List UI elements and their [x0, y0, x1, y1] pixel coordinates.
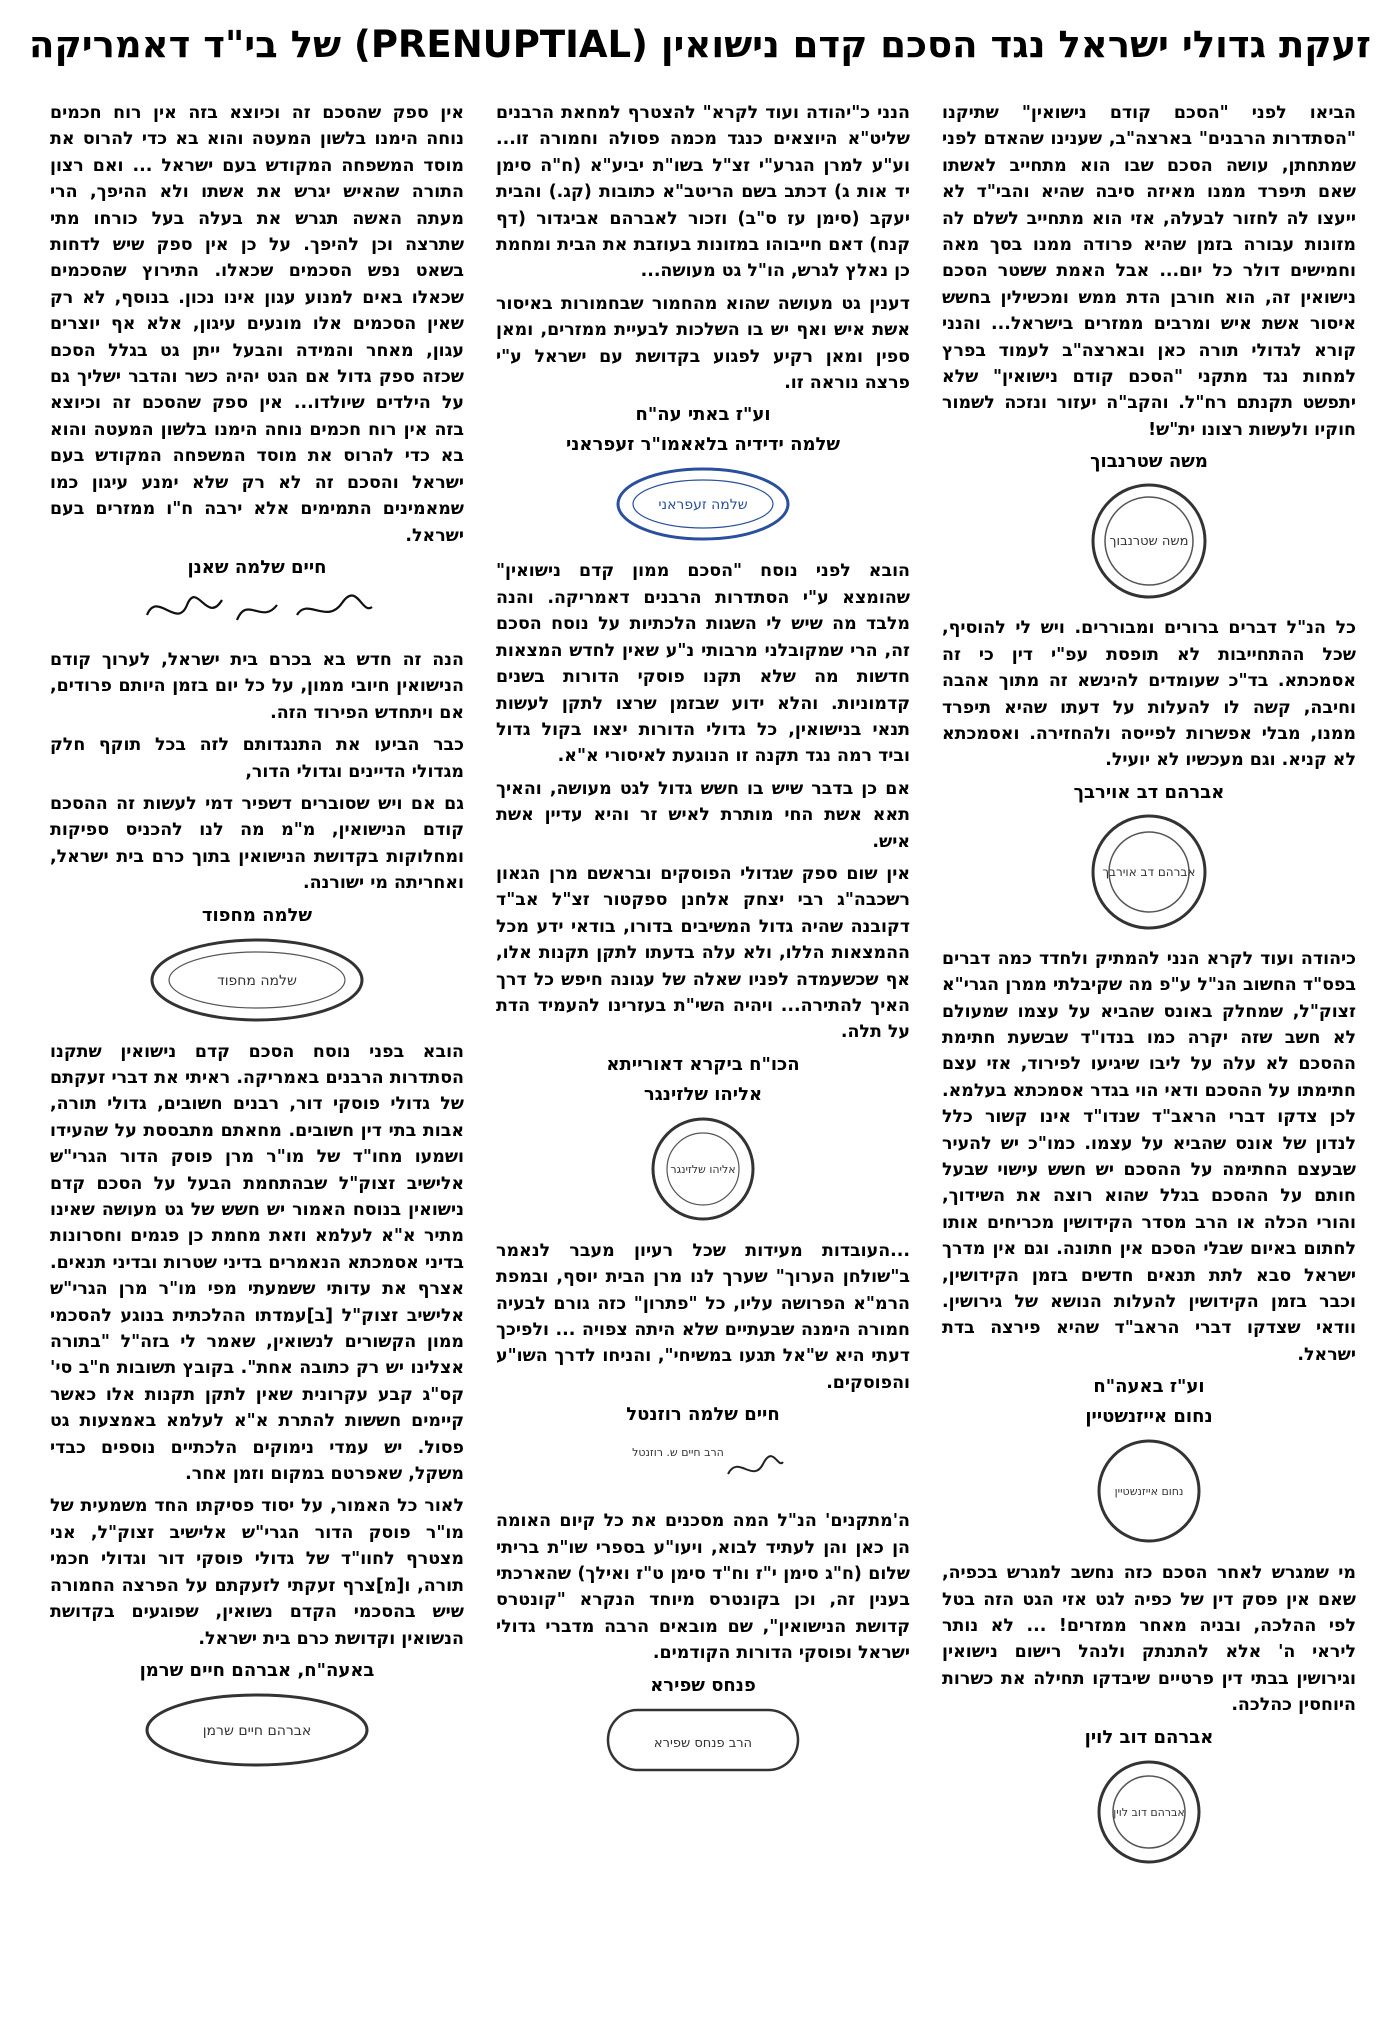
signature-name: אליהו שלזינגר: [643, 1083, 763, 1105]
rabbi-stamp-icon: [147, 935, 367, 1025]
page-title: זעקת גדולי ישראל נגד הסכם קדם נישואין (PRENUPTIAL) של בי"ד דאמריקה: [29, 23, 1371, 66]
svg-text:אברהם חיים שרמן: אברהם חיים שרמן: [202, 1722, 312, 1739]
svg-text:אברהם דוב לוין: אברהם דוב לוין: [1113, 1805, 1185, 1819]
svg-text:אליהו שלזינגר: אליהו שלזינגר: [670, 1162, 736, 1176]
column-left: [50, 100, 464, 2020]
signature-name: פנחס שפירא: [650, 1674, 756, 1696]
signature-line: וע"ז באתי עה"ח: [635, 404, 771, 426]
signature-name: שלמה מחפוד: [201, 904, 313, 926]
letter-eisenstein: כיהודה ועוד לקרא הנני להמתיק ולחדד כמה דברים בפס"ד החשוב הנ"ל ע"פ מה שקיבלתי ממרן הגרי"א זצוק"ל, שמחלק באונס שהביא על עצמו שמעולם לא חשב שזה יקרה כמו בנדו"ד שבשעת חתימת ההסכם לא עלה על ליבו שיגיעו לפירוד, אזי עצם חתימתו על ההסכם ודאי הוי בגדר אסמכתא בעלמא. לכן צדקו דברי הראב"ד שנדו"ד אינו קשור כלל לנדון של אונס שהביא על עצמו. כמו"כ יש להעיר שבעצם החתימה על ההסכם יש חשש עישוי שבעל חותם על ההסכם בגלל שהוא רוצה את השידוך, והורי הכלה או הרב מסדר הקידושין מכריחים אותו לחתום באיום שבלי הסכם אין חתונה. וגם אין מדרך ישראל סבא לתת תנאים חדשים בזמן הקידושין, וכבר בזמן הקידושין להעלות הנושא של גירושין. וודאי שצדקו דברי הראב"ד שהיא פירצה בדת ישראל.: [942, 948, 1356, 1365]
svg-text:משה שטרנבוך: משה שטרנבוך: [1109, 534, 1189, 550]
svg-text:אברהם דב אוירבך: אברהם דב אוירבך: [1102, 864, 1196, 879]
letter-schlesinger: הובא לפני נוסח "הסכם ממון קדם נישואין" שהומצא ע"י הסתדרות הרבנים דאמריקה. והנה מלבד מה שיש לי השגות הלכתיות על נוסח הסכם זה, הרי שמקובלני מרבותי נ"ע שאין לחדש המצאות חדשות מה שלא תקנו פוסקי הדורות בשנים קדמוניות. והלא ידוע שבזמן שרצו לתקן לעשות תנאי בנישואין, כל גדולי הדורות יצאו בקול גדול וביד רמה נגד תקנה זו הנוגעת לאיסורי א"א.: [496, 561, 910, 767]
letter-levin: מי שמגרש לאחר הסכם כזה נחשב למגרש בכפיה, שאם אין פסק דין של כפיה לגט אזי הגט הזה בטל לפי ההלכה, ובניה מאחר ממזרים! ... לא נותר ליראי ה' אלא להתנתק ולנהל רישום נישואין וגירושין בבתי דין פרטיים שיבדקו תחילה את כשרות היוחסין כהלכה.: [942, 1563, 1356, 1716]
letter-shapira: ה'מתקנים' הנ"ל המה מסכנים את כל קיום האומה הן כאן והן לעתיד לבוא, ויעו"ע בספרי שו"ת בריתי שלום (ח"ג סימן י"ז וח"ד סימן ט"ז ואילך) שהארכתי בענין זה, וכן בקונטרס מיוחד הנקרא "קונטרס קדושת הנישואין", שם מובאים הרבה מדברי גדולי ישראל ופוסקי הדורות הקודמים.: [496, 1511, 910, 1664]
signature-name: באעה"ח, אברהם חיים שרמן: [139, 1659, 375, 1681]
rabbi-stamp-icon: [648, 1114, 758, 1224]
letter-zafrani-cont: דענין גט מעושה שהוא מהחמור שבחמורות באיסור אשת איש ואף יש בו השלכות לבעיית ממזרים, ומאן ספין ומאן רקיע לפגוע בקדושת עם ישראל ע"י פרצה נוראה זו.: [496, 293, 910, 394]
rabbi-stamp-icon: [1094, 1757, 1204, 1867]
letter-rosenthal: ...העובדות מעידות שכל רעיון מעבר לנאמר ב"שולחן הערוך" שערך לנו מרן הבית יוסף, ובמפת הרמ"א הפרושה עליו, כל "פתרון" כזה גורם לבעיה חמורה הימנה שבעתיים שלא היתה צפויה ... ולפיכך דעתי היא ש"אל תגעו במשיחי", והניחו לדרך השו"ע והפוסקים.: [496, 1240, 910, 1393]
svg-text:הרב חיים ש. רוזנטל: הרב חיים ש. רוזנטל: [632, 1446, 724, 1460]
letter-sherman: הובא בפני נוסח הסכם קדם נישואין שתקנו הסתדרות הרבנים באמריקה. ראיתי את דברי זעקתם של גדולי פוסקי דור, רבנים חשובים, גדולי תורה, אבות בתי דין חשובים. מחאתם מתבססת על שהעידו ושמעו מחו"ד של מו"ר מרן פוסק הדור הגרי"ש אלישיב זצוק"ל שבהתחמת הבעל על הסכם קדם נישואין בנוסח האמור יש חשש של גט מעושה שאינו מתיר א"א לעלמא וזאת מחמת כן פגמים וחסרונות בדיני אסמכתא הנאמרים בדיני שטרות ובדיני תנאים. אצרף את עדותי ששמעתי מפי מו"ר מרן הגרי"ש אלישיב זצוק"ל [ב]עמדתו ההלכתית בנוגע להסכמי ממון הקשורים לנשואין, שאמר לי בזה"ל "בתורה אצלינו יש רק כתובה אחת". בקובץ תשובות ח"ב סי' קס"ג קבע עקרונית שאין לתקן תקנות אלו כאשר קיימים חששות להתרת א"א לעלמא באמצעות גט פסול. יש עמדי נימוקים הלכתיים נוספים כבדי משקל, שאפרטם במקום וזמן אחר.: [50, 1041, 464, 1485]
rabbi-stamp-icon: [613, 464, 793, 544]
letter-schlesinger-cont: אם כן בדבר שיש בו חשש גדול לגט מעושה, והאיך תאא אשת החי מותרת לאיש זר והיא עדיין אשת איש.: [496, 778, 910, 852]
letter-machpud-cont2: גם אם ויש שסוברים דשפיר דמי לעשות זה ההסכם קודם הנישואין, מ"מ מה לנו להכניס ספיקות ומחלוקות בקדושת הנישואין בתוך כרם בית ישראל, ואחריתה מי ישורנה.: [50, 793, 464, 894]
signature-name: אברהם דב אוירבך: [1073, 781, 1225, 803]
rabbi-stamp-icon: [618, 1434, 788, 1494]
signature-name: אברהם דוב לוין: [1084, 1726, 1214, 1748]
handwritten-signature-icon: [127, 585, 387, 635]
column-middle: [496, 100, 910, 2020]
letter-sherman-cont: לאור כל האמור, על יסוד פסיקתו החד משמעית של מו"ר פוסק הדור הגרי"ש אלישיב זצוק"ל, אני מצטרף לחוו"ד של גדולי פוסקי דור וגדולי חכמי תורה, ו[מ]צרף זעקתי לזעקתם על הפרצה החמורה שיש בהסכמי הקדם נשואין, שפוגעים בקדושת הנשואין וקדושת כרם בית ישראל.: [50, 1496, 464, 1649]
signature-line: וע"ז באעה"ח: [1093, 1376, 1205, 1398]
letter-schlesinger-cont2: אין שום ספק שגדולי הפוסקים ובראשם מרן הגאון רשכבה"ג רבי יצחק אלחנן ספקטור זצ"ל אב"ד דקובנה שהיה גדול המשיבים בדורו, בודאי ידע מכל ההמצאות הללו, ולא עלה בדעתו לתקן תקנות אלו, אף שכשעמדה לפניו שאלה של עגונה חיפש כל דרך האיך להתירה... ויהיה השי"ת בעזרינו להעמיד הדת על תלה.: [496, 863, 910, 1043]
rabbi-stamp-icon: [142, 1690, 372, 1770]
letter-shternbuch: הביאו לפני "הסכם קודם נישואין" שתיקנו "הסתדרות הרבנים" בארצה"ב, שענינו שהאדם לפני שמתחתן, עושה הסכם שבו הוא מתחייב לאשתו שאם תיפרד ממנו מאיזה סיבה שהיא והבי"ד לא ייעצו לה לחזור לבעלה, אזי הוא מתחייב לשלם לה מזונות עבורה בזמן שהיא פרודה ממנו בסך מאה וחמישים דולר כל יום... אבל האמת ששטר הסכם נישואין זה, הוא חורבן הדת ממש ומכשילין בחשש איסור אשת איש ומרבים ממזרים בישראל... והנני קורא לגדולי תורה כאן ובארצה"ב לעמוד בפרץ למחות נגד מתקני "הסכם קודם נישואין" שלא יתפשט תקנתם רח"ל. והקב"ה יעזור ונזכה לשמור חוקיו ולעשות רצונו ית"ש!: [942, 103, 1356, 440]
svg-text:שלמה זעפראני: שלמה זעפראני: [658, 497, 748, 514]
signature-name: חיים שלמה שאנן: [187, 556, 327, 578]
signature-line: הכו"ח ביקרא דאורייתא: [606, 1053, 800, 1075]
rabbi-stamp-icon: [1094, 1436, 1204, 1546]
signature-name: משה שטרנבוך: [1090, 451, 1208, 473]
rabbi-stamp-icon: [1089, 812, 1209, 932]
letter-auerbach: כל הנ"ל דברים ברורים ומבוררים. ויש לי להוסיף, שכל ההתחייבות לא תופסת עפ"י דין כי זה אסמכתא. בד"כ שעומדים להינשא זה מתוך אהבה וחיבה, קשה לו להעלות על דעתו שהיא תיפרד ממנו, מבלי אפשרות לפייסה ולהחזירה. ואסמכתא לא קניא. וגם מעכשיו לא יועיל.: [942, 618, 1356, 771]
letter-machpud-cont: כבר הביעו את התנגדותם לזה בכל תוקף חלק מגדולי הדיינים וגדולי הדור,: [50, 735, 464, 782]
svg-text:נחום אייזנשטיין: נחום אייזנשטיין: [1114, 1485, 1184, 1499]
signature-name: נחום אייזנשטיין: [1085, 1406, 1213, 1428]
signature-name: חיים שלמה רוזנטל: [626, 1404, 780, 1426]
rabbi-stamp-icon: [1089, 481, 1209, 601]
svg-text:הרב פנחס שפירא: הרב פנחס שפירא: [653, 1735, 753, 1751]
rabbi-stamp-icon: [603, 1705, 803, 1775]
letter-machpud: הנה זה חדש בא בכרם בית ישראל, לערוך קודם הנישואין חיובי ממון, על כל יום בזמן היותם פרודים, אם ויתחדש הפירוד הזה.: [50, 649, 464, 723]
column-right: [942, 100, 1356, 2020]
signature-name: שלמה ידידיה בלאאמו"ר זעפראני: [565, 434, 841, 456]
letter-shanan: אין ספק שהסכם זה וכיוצא בזה אין רוח חכמים נוחה הימנו בלשון המעטה והוא בא כדי להרוס את מוסד המשפחה המקודש בעם ישראל ... ואם רצון התורה שהאיש יגרש את אשתו ולא ההיפך, הרי מעתה האשה תגרש את בעלה בעל כורחו מתי שתרצה וכן להיפך. על כן אין ספק שיש לדחות בשאט נפש הסכמים שכאלו. התירוץ שהסכמים שכאלו באים למנוע עגון אינו נכון. בנוסף, לא רק שאין הסכמים אלו מונעים עיגון, אלא אף יוצרים עגון, מאחר והמידה והבעל ייתן גט בגלל הסכם שכזה ספק גדול אם הגט יהיה כשר והדבר ישליך גם על הילדים שיולדו... אין ספק שהסכם זה וכיוצא בזה אין רוח חכמים נוחה הימנו בלשון המעטה והוא בא כדי להרוס את מוסד המשפחה המקודש בעם ישראל והסכם זה לא רק שלא ימנע עיגון כמו שמאמינים התמימים אלא ירבה ח"ו ממזרים בעם ישראל.: [50, 103, 464, 546]
letter-zafrani: הנני כ"יהודה ועוד לקרא" להצטרף למחאת הרבנים שליט"א היוצאים כנגד מכמה פסולה וחמורה זו... וע"ע למרן הגרע"י זצ"ל בשו"ת יביע"א (ח"ה סימן יד אות ג) דכתב בשם הריטב"א כתובות (קג.) והבית יעקב (סימן עז ס"ב) וזכור לאברהם אביגדור (דף קנח) דאם חייבוהו במזונות בעוזבת את הבית ומחמת כן נאלץ לגרש, הו"ל גט מעושה...: [496, 103, 910, 282]
svg-text:שלמה מחפוד: שלמה מחפוד: [217, 972, 297, 989]
